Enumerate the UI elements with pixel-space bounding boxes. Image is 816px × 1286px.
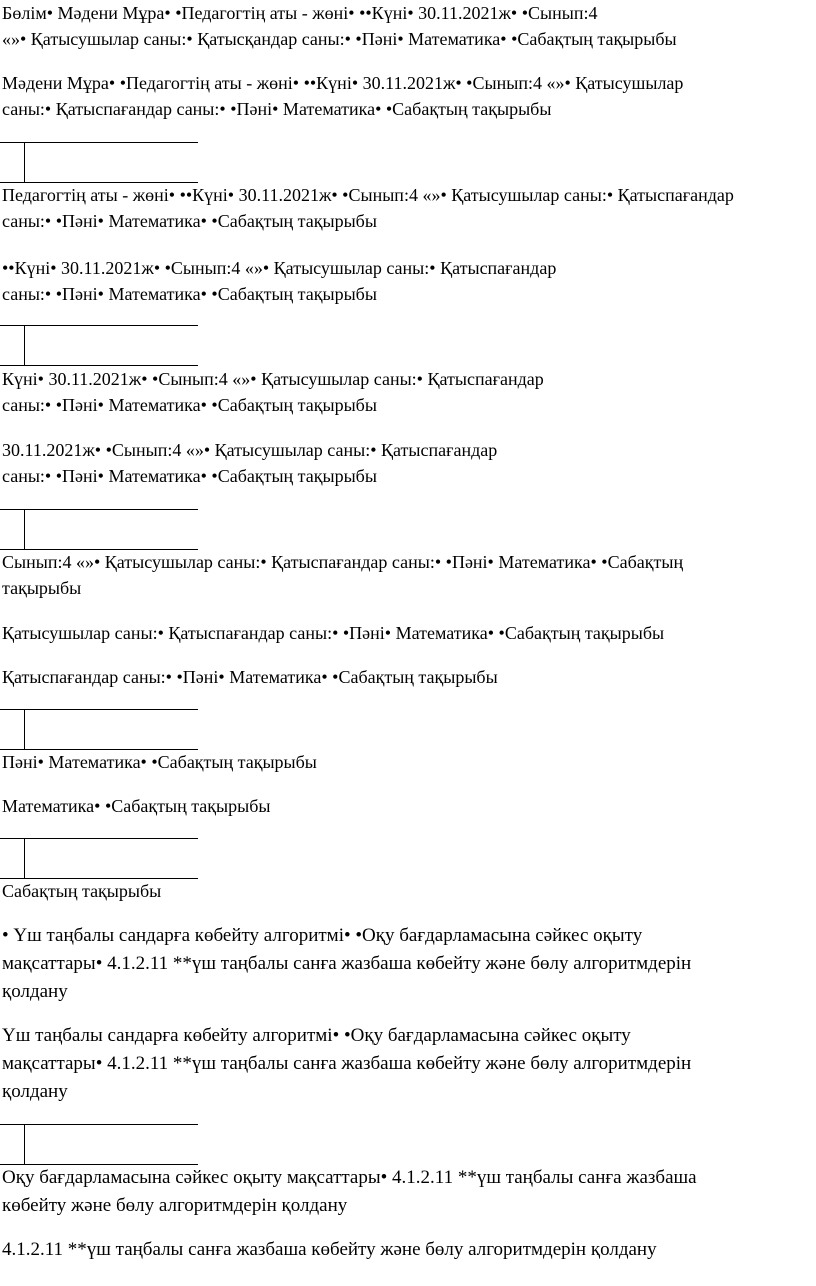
paragraph-2 [2,70,814,122]
paragraph-3-line-1: Педагогтің аты - жөні• ••Күні• 30.11.2021ж• •Сынып:4 «»• Қатысушылар саны:• Қатыспағандар [2,185,734,205]
separator-rule [0,509,198,510]
paragraph-2-line-2: саны:• Қатыспағандар саны:• •Пәні• Математика• •Сабақтың тақырыбы [2,99,552,119]
paragraph-15 [2,1164,814,1220]
paragraph-13-line-2: мақсаттары• 4.1.2.11 **үш таңбалы санға жазбаша көбейту және бөлу алгоритмдерін [2,953,692,974]
paragraph-13 [2,922,814,1006]
separator-tick [24,325,25,365]
paragraph-10 [2,749,814,775]
paragraph-7-line-2: тақырыбы [2,578,82,598]
paragraph-6-line-1: 30.11.2021ж• •Сынып:4 «»• Қатысушылар саны:• Қатыспағандар [2,440,498,460]
paragraph-7-line-1: Сынып:4 «»• Қатысушылар саны:• Қатыспағандар саны:• •Пәні• Математика• •Сабақтың [2,552,684,572]
paragraph-4-line-2: саны:• •Пәні• Математика• •Сабақтың тақырыбы [2,284,377,304]
paragraph-13-line-3: қолдану [2,981,68,1002]
separator-tick [24,838,25,878]
separator-rule [0,838,198,839]
paragraph-4-line-1: ••Күні• 30.11.2021ж• •Сынып:4 «»• Қатысушылар саны:• Қатыспағандар [2,258,557,278]
paragraph-4 [2,255,814,307]
paragraph-14-line-3: қолдану [2,1081,68,1102]
paragraph-11-line-1: Математика• •Сабақтың тақырыбы [2,796,271,816]
paragraph-3-line-2: саны:• •Пәні• Математика• •Сабақтың тақырыбы [2,211,377,231]
paragraph-14 [2,1022,814,1106]
paragraph-1-line-1: Бөлім• Мәдени Мұра• •Педагогтің аты - жөні• ••Күні• 30.11.2021ж• •Сынып:4 [2,3,598,23]
paragraph-1-line-2: «»• Қатысушылар саны:• Қатысқандар саны:• •Пәні• Математика• •Сабақтың тақырыбы [2,29,677,49]
separator-rule [0,142,198,143]
paragraph-3 [2,182,814,234]
paragraph-14-line-1: Үш таңбалы сандарға көбейту алгоритмі• •Оқу бағдарламасына сәйкес оқыту [2,1025,631,1046]
paragraph-1 [2,0,814,52]
separator-tick [24,709,25,749]
paragraph-8 [2,620,814,646]
paragraph-2-line-1: Мәдени Мұра• •Педагогтің аты - жөні• ••Күні• 30.11.2021ж• •Сынып:4 «»• Қатысушылар [2,73,684,93]
separator-rule [0,325,198,326]
paragraph-13-line-1: • Үш таңбалы сандарға көбейту алгоритмі• •Оқу бағдарламасына сәйкес оқыту [2,925,643,946]
paragraph-8-line-1: Қатысушылар саны:• Қатыспағандар саны:• •Пәні• Математика• •Сабақтың тақырыбы [2,623,665,643]
separator-rule [0,1124,198,1125]
paragraph-7 [2,549,814,601]
paragraph-6 [2,437,814,489]
paragraph-5-line-1: Күні• 30.11.2021ж• •Сынып:4 «»• Қатысушылар саны:• Қатыспағандар [2,369,544,389]
paragraph-5 [2,366,814,418]
paragraph-9-line-1: Қатыспағандар саны:• •Пәні• Математика• •Сабақтың тақырыбы [2,667,498,687]
separator-tick [24,1124,25,1164]
paragraph-14-line-2: мақсаттары• 4.1.2.11 **үш таңбалы санға жазбаша көбейту және бөлу алгоритмдерін [2,1053,692,1074]
paragraph-9 [2,664,814,690]
paragraph-10-line-1: Пәні• Математика• •Сабақтың тақырыбы [2,752,317,772]
separator-tick [24,509,25,549]
paragraph-5-line-2: саны:• •Пәні• Математика• •Сабақтың тақырыбы [2,395,377,415]
paragraph-6-line-2: саны:• •Пәні• Математика• •Сабақтың тақырыбы [2,466,377,486]
paragraph-16-line-1: 4.1.2.11 **үш таңбалы санға жазбаша көбейту және бөлу алгоритмдерін қолдану [2,1239,657,1260]
paragraph-12-line-1: Сабақтың тақырыбы [2,881,162,901]
paragraph-15-line-1: Оқу бағдарламасына сәйкес оқыту мақсаттары• 4.1.2.11 **үш таңбалы санға жазбаша [2,1167,697,1188]
paragraph-11 [2,793,814,819]
paragraph-15-line-2: көбейту және бөлу алгоритмдерін қолдану [2,1195,348,1216]
paragraph-12 [2,878,814,904]
paragraph-16 [2,1236,814,1264]
separator-rule [0,709,198,710]
separator-tick [24,142,25,182]
